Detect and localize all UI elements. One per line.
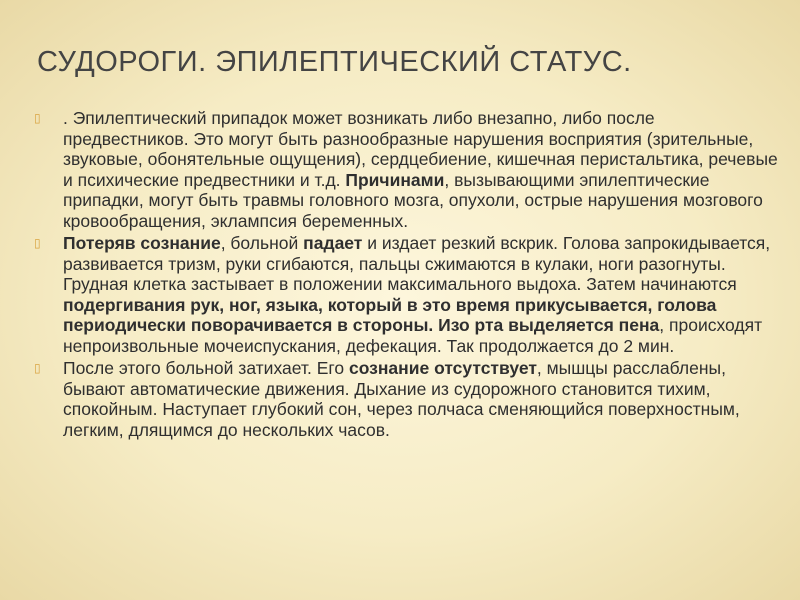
text-segment: , больной [220,233,304,253]
text-segment: , происходят непроизвольные мочеиспускания, дефекация. Так продолжается до 2 мин. [63,315,763,356]
text-segment: После этого больной затихает. Его [63,358,349,378]
bold-text-segment: падает [303,233,363,253]
slide-title: СУДОРОГИ. ЭПИЛЕПТИЧЕСКИЙ СТАТУС. [37,46,632,78]
hollow-square-icon: ▯ [34,111,41,125]
bold-text-segment: Потеряв сознание [63,233,221,253]
text-segment: и издает резкий вскрик. Голова запрокидывается, развивается тризм, руки сгибаются, пальцы сжимаются в кулаки, ноги разогнуты. Грудная клетка застывает в положении максимального выдоха. Затем начинаются [63,233,771,294]
bullet-text [63,108,778,231]
bullet-item [34,233,779,356]
bullet-text [63,233,770,356]
text-segment: , вызывающими эпилептические припадки, могут быть травмы головного мозга, опухоли, острые нарушения мозгового кровообращения, эклампсия беременных. [63,169,763,231]
bullet-item [34,108,779,231]
bullet-item [34,358,779,440]
hollow-square-icon: ▯ [34,361,41,375]
text-segment: , мышцы расслаблены, бывают автоматические движения. Дыхание из судорожного становится тихим, спокойным. Наступает глубокий сон, через полчаса сменяющийся поверхностным, легким, длящимся до нескольких часов. [63,358,740,440]
bullet-text [63,358,740,440]
bold-text-segment: подергивания рук, ног, языка, который в это время прикусывается, голова периодически поворачивается в стороны. Изо рта выделяется пена [63,294,717,335]
text-segment: . Эпилептический припадок может возникать либо внезапно, либо после предвестников. Это могут быть разнообразные нарушения восприятия (зрительные, звуковые, обонятельные ощущения), сердцебиение, кишечная перистальтика, речевые и психические предвестники и т.д. [63,108,778,190]
hollow-square-icon: ▯ [34,236,41,250]
bullet-list [34,108,779,442]
bold-text-segment: сознание отсутствует [348,358,537,378]
bold-text-segment: Причинами [345,169,445,190]
